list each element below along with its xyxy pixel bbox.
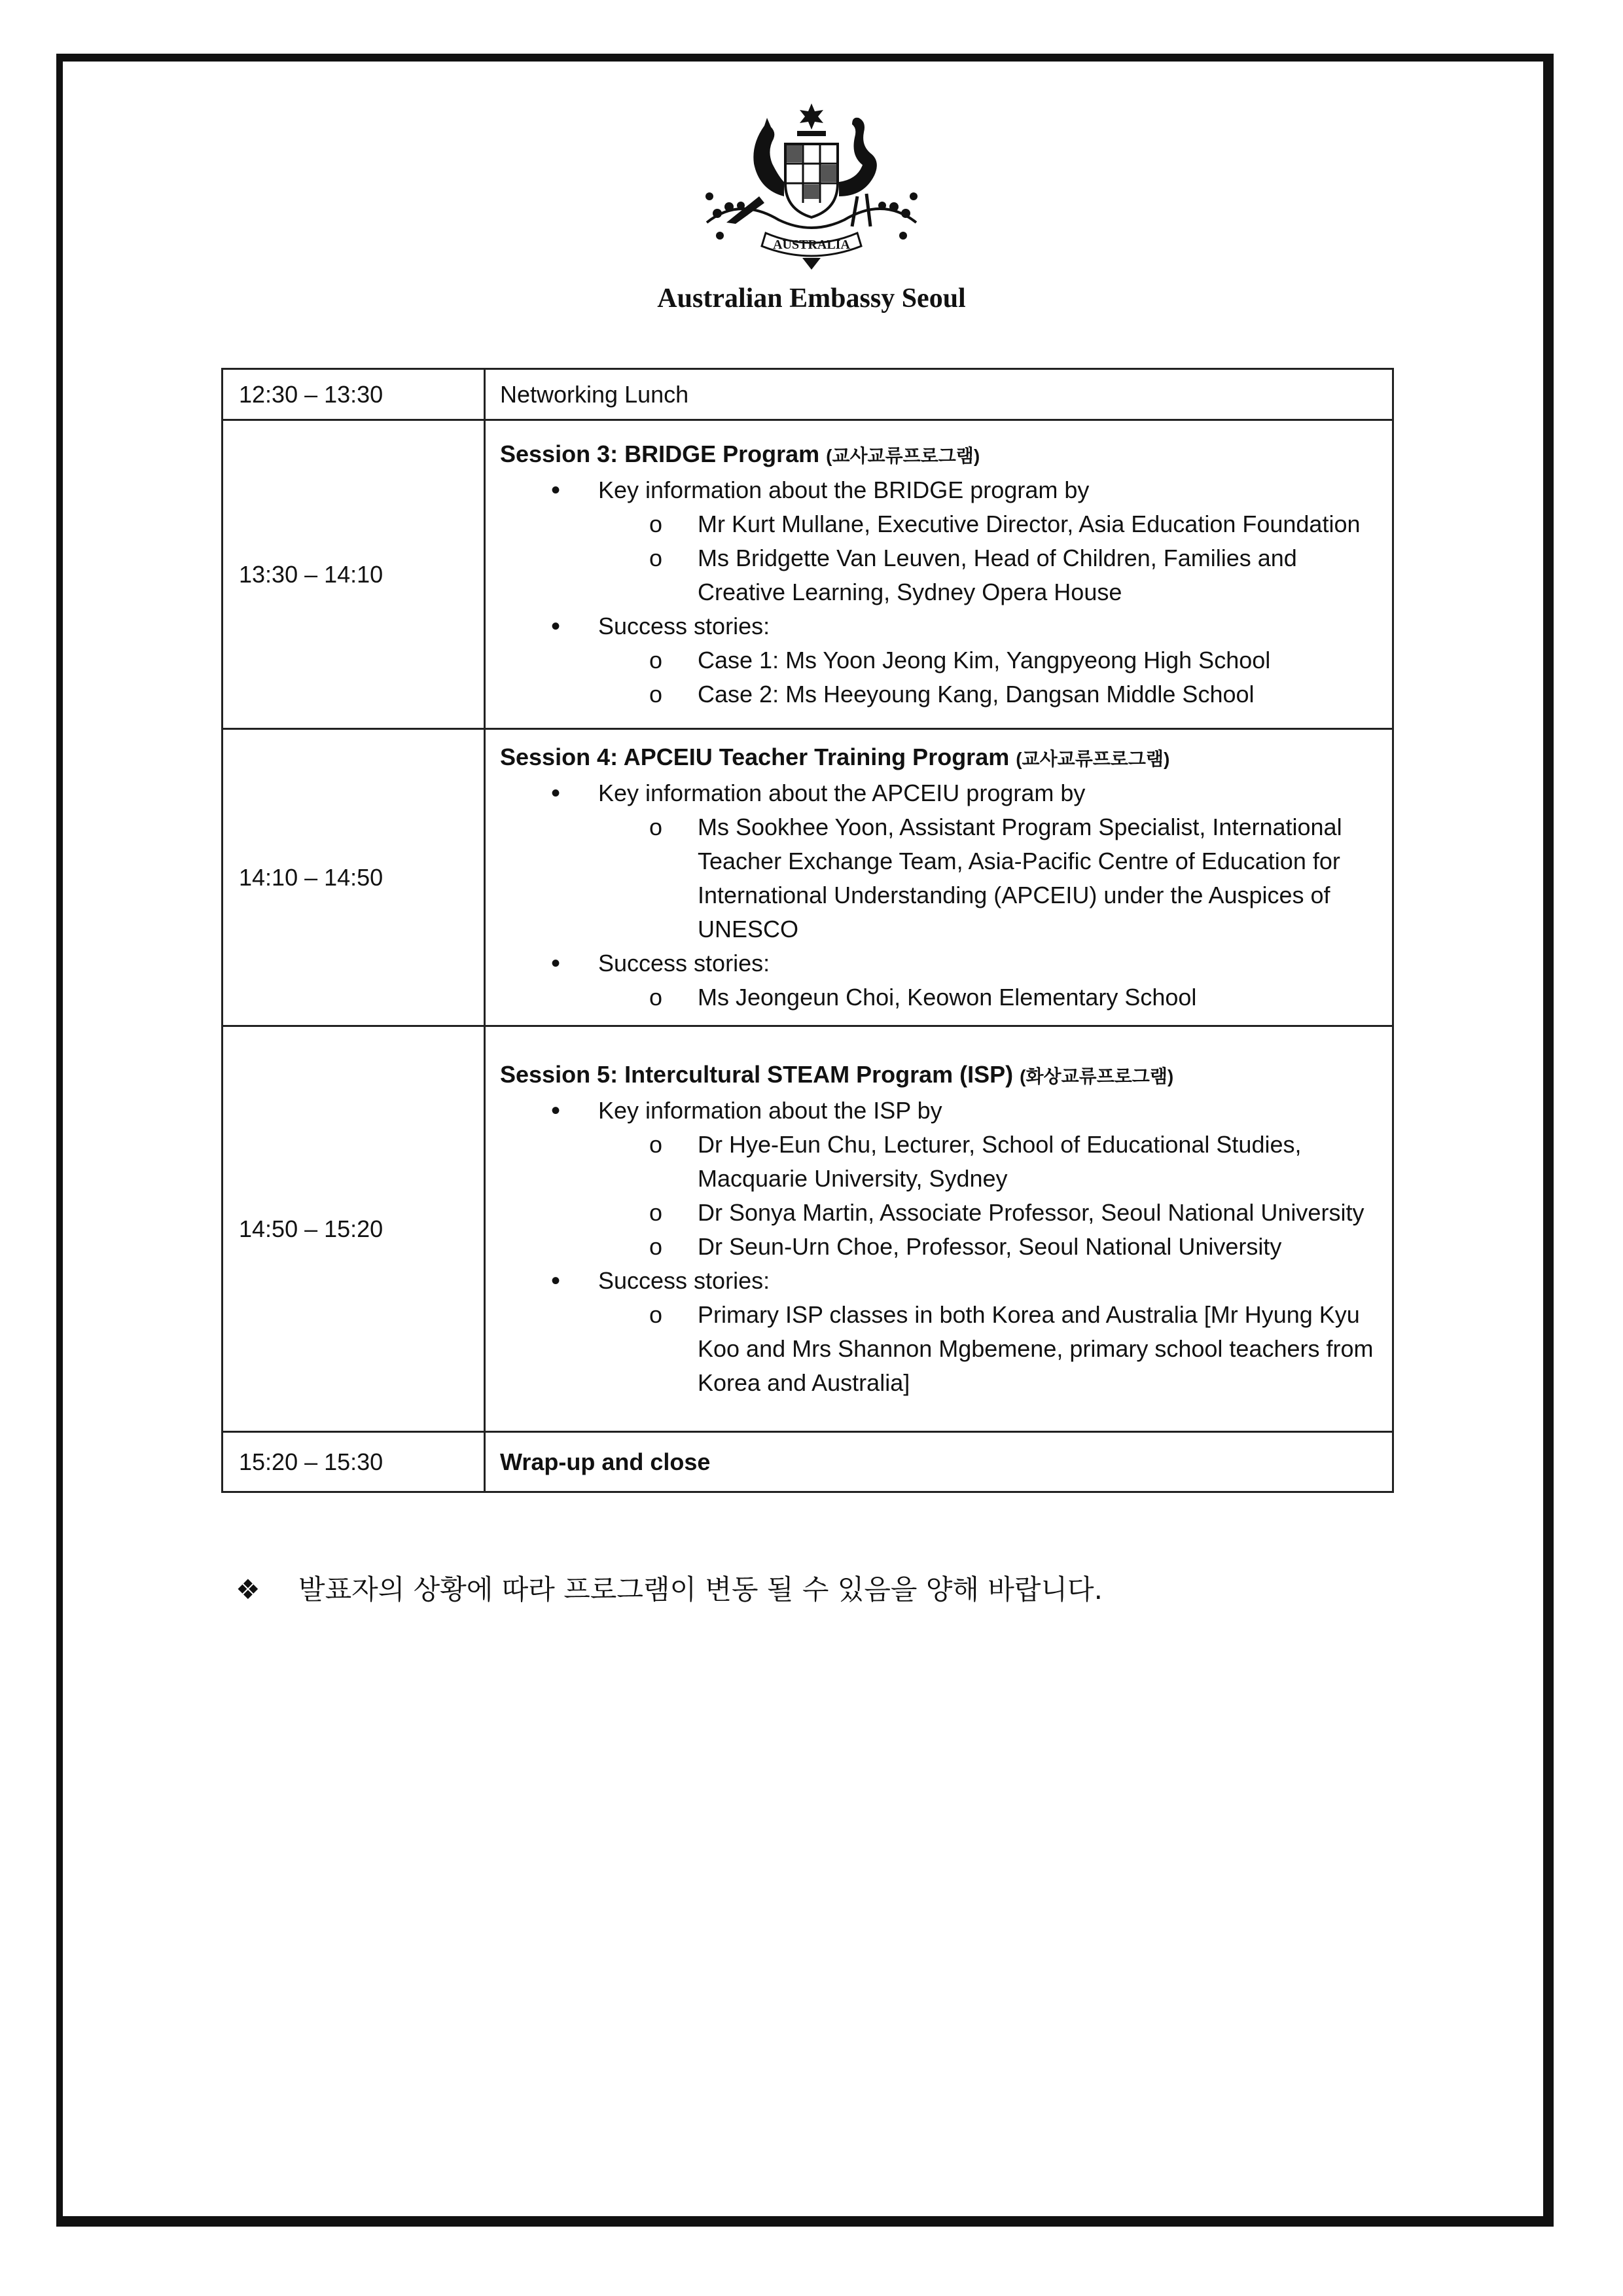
sub-item: o Case 1: Ms Yoon Jeong Kim, Yangpyeong High School bbox=[500, 643, 1376, 677]
sub-item: o Ms Sookhee Yoon, Assistant Program Specialist, International Teacher Exchange Team, Asia-Pacific Centre of Education for International Understanding (APCEIU) under the Auspices of UNESCO bbox=[500, 810, 1376, 946]
table-row bbox=[223, 1026, 1393, 1432]
embassy-title: Australian Embassy Seoul bbox=[657, 283, 966, 314]
crest-motto: AUSTRALIA bbox=[773, 238, 850, 252]
bullet-item: • Success stories: bbox=[500, 1264, 1376, 1298]
table-row bbox=[223, 729, 1393, 1026]
time-cell: 15:20 – 15:30 bbox=[223, 1432, 485, 1492]
four-diamond-icon: ❖ bbox=[236, 1573, 260, 1605]
time-cell: 12:30 – 13:30 bbox=[223, 369, 485, 420]
sub-item: o Ms Bridgette Van Leuven, Head of Children, Families and Creative Learning, Sydney Opera House bbox=[500, 541, 1376, 609]
sub-item: o Primary ISP classes in both Korea and Australia [Mr Hyung Kyu Koo and Mrs Shannon Mgbemene, primary school teachers from Korea and Australia] bbox=[500, 1298, 1376, 1400]
session-title: Session 5: Intercultural STEAM Program (ISP) (화상교류프로그램) bbox=[500, 1061, 1174, 1088]
session-cell bbox=[485, 729, 1393, 1026]
sub-item: o Ms Jeongeun Choi, Keowon Elementary School bbox=[500, 980, 1376, 1014]
time-cell: 14:10 – 14:50 bbox=[223, 729, 485, 1026]
sub-item: o Dr Hye-Eun Chu, Lecturer, School of Educational Studies, Macquarie University, Sydney bbox=[500, 1128, 1376, 1196]
time-cell: 13:30 – 14:10 bbox=[223, 420, 485, 729]
table-row bbox=[223, 1432, 1393, 1492]
session-cell bbox=[485, 369, 1393, 420]
session-cell bbox=[485, 420, 1393, 729]
session-title: Session 3: BRIDGE Program (교사교류프로그램) bbox=[500, 440, 980, 467]
table-row bbox=[223, 369, 1393, 420]
session-title: Wrap-up and close bbox=[500, 1448, 711, 1475]
session-title: Networking Lunch bbox=[500, 380, 689, 408]
sub-item: o Dr Sonya Martin, Associate Professor, Seoul National University bbox=[500, 1196, 1376, 1230]
coat-of-arms-icon bbox=[681, 98, 942, 275]
bullet-item: • Key information about the BRIDGE program by bbox=[500, 473, 1376, 507]
bullet-item: • Key information about the APCEIU program by bbox=[500, 776, 1376, 810]
table-row bbox=[223, 420, 1393, 729]
session-cell bbox=[485, 1432, 1393, 1492]
program-change-note bbox=[236, 1568, 1103, 1607]
schedule-table bbox=[221, 368, 1394, 1493]
sub-item: o Mr Kurt Mullane, Executive Director, Asia Education Foundation bbox=[500, 507, 1376, 541]
bullet-item: • Success stories: bbox=[500, 609, 1376, 643]
bullet-item: • Key information about the ISP by bbox=[500, 1094, 1376, 1128]
note-text: 발표자의 상황에 따라 프로그램이 변동 될 수 있음을 양해 바랍니다. bbox=[298, 1573, 1103, 1605]
sub-item: o Dr Seun-Urn Choe, Professor, Seoul National University bbox=[500, 1230, 1376, 1264]
sub-item: o Case 2: Ms Heeyoung Kang, Dangsan Middle School bbox=[500, 677, 1376, 711]
session-cell bbox=[485, 1026, 1393, 1432]
bullet-item: • Success stories: bbox=[500, 946, 1376, 980]
time-cell: 14:50 – 15:20 bbox=[223, 1026, 485, 1432]
session-title: Session 4: APCEIU Teacher Training Program (교사교류프로그램) bbox=[500, 744, 1170, 770]
